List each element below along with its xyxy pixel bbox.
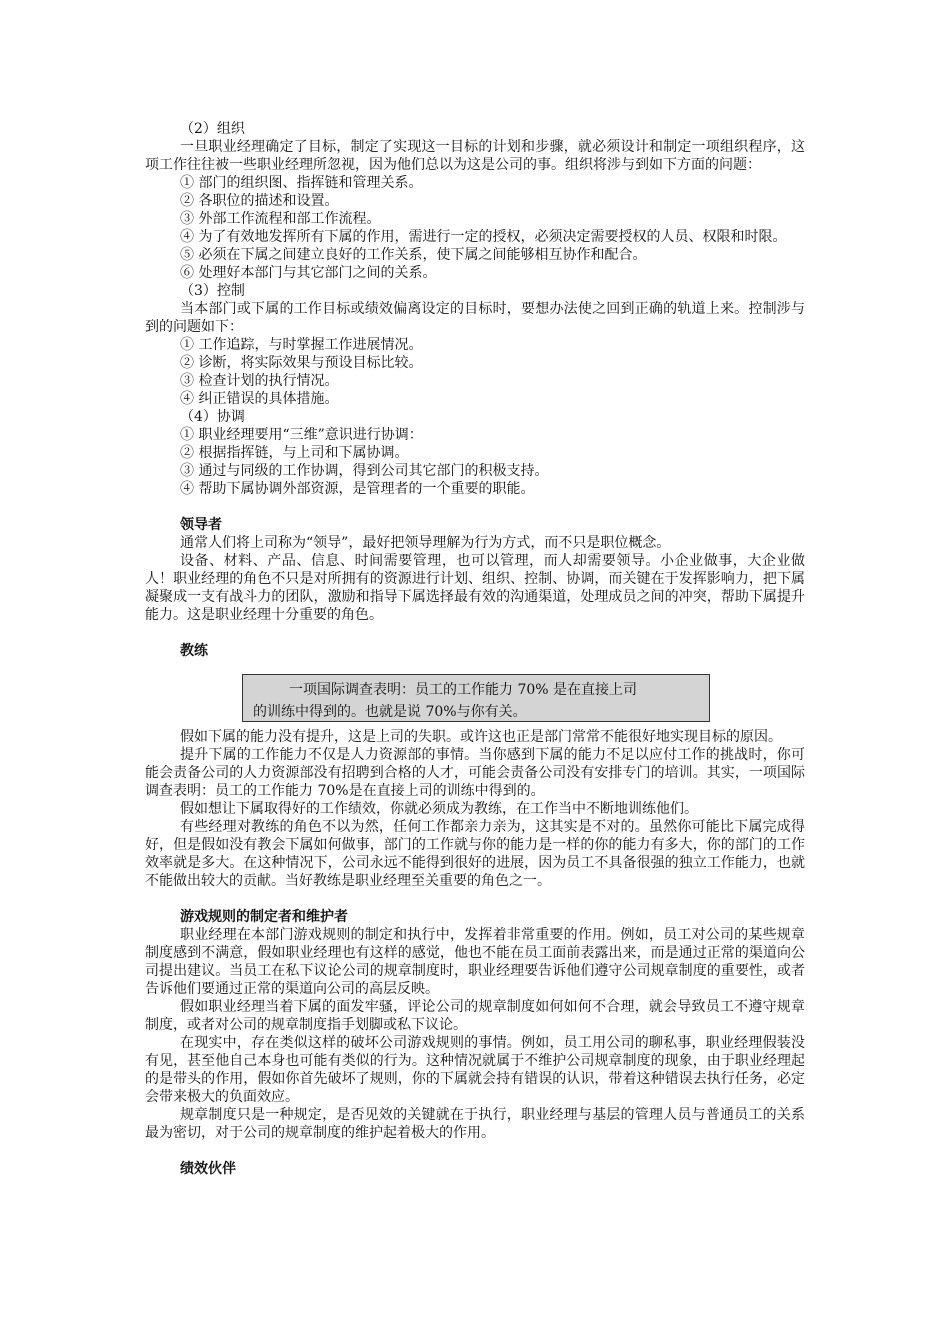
- section-leader-paragraph: 设备、材料、产品、信息、时间需要管理，也可以管理，而人却需要领导。小企业做事，大企业做人！职业经理的角色不只是对所拥有的资源进行计划、组织、控制、协调，而关键在于发挥影响力，把下属凝聚成一支有战斗力的团队，激励和指导下属选择最有效的沟通渠道，处理成员之间的冲突，帮助下属提升能力。这是职业经理十分重要的角色。: [145, 553, 805, 623]
- section-rules-heading: 游戏规则的制定者和维护者: [180, 909, 348, 925]
- section-coach-paragraph: 假如想让下属取得好的工作绩效，你就必须成为教练，在工作当中不断地训练他们。: [180, 801, 698, 817]
- list-item: ④ 为了有效地发挥所有下属的作用，需进行一定的授权，必须决定需要授权的人员、权限和时限。: [180, 229, 787, 245]
- list-item: ④ 纠正错误的具体措施。: [180, 391, 339, 407]
- section-control-title: （3）控制: [180, 283, 245, 299]
- section-coach-heading: 教练: [180, 643, 208, 659]
- section-rules-paragraph: 规章制度只是一种规定，是否见效的关键就在于执行，职业经理与基层的管理人员与普通员工的关系最为密切，对于公司的规章制度的维护起着极大的作用。: [145, 1107, 805, 1141]
- section-coordinate-title: （4）协调: [180, 409, 245, 425]
- section-rules-paragraph: 假如职业经理当着下属的面发牢骚，评论公司的规章制度如何如何不合理，就会导致员工不遵守规章制度，或者对公司的规章制度指手划脚或私下议论。: [145, 999, 805, 1033]
- list-item: ③ 外部工作流程和部工作流程。: [180, 211, 381, 227]
- list-item: ② 诊断，将实际效果与预设目标比较。: [180, 355, 423, 371]
- list-item: ③ 通过与同级的工作协调，得到公司其它部门的积极支持。: [180, 463, 549, 479]
- section-organize-paragraph: 一旦职业经理确定了目标，制定了实现这一目标的计划和步骤，就必须设计和制定一项组织程序，这项工作往往被一些职业经理所忽视，因为他们总以为这是公司的事。组织将涉与到如下方面的问题：: [145, 139, 805, 173]
- section-coach-paragraph: 有些经理对教练的角色不以为然，任何工作都亲力亲为，这其实是不对的。虽然你可能比下属完成得好，但是假如没有教会下属如何做事，部门的工作就与你的能力是一样的你的能力有多大，你的部门的工作效率就是多大。在这种情况下，公司永远不能得到很好的进展，因为员工不具备很强的独立工作能力，也就不能做出较大的贡献。当好教练是职业经理至关重要的角色之一。: [145, 819, 805, 889]
- list-item: ⑤ 必须在下属之间建立良好的工作关系，使下属之间能够相互协作和配合。: [180, 247, 647, 263]
- document-body: [145, 120, 805, 1178]
- section-leader-heading: 领导者: [180, 517, 222, 533]
- section-coach-paragraph: 提升下属的工作能力不仅是人力资源部的事情。当你感到下属的能力不足以应付工作的挑战时，你可能会责备公司的人力资源部没有招聘到合格的人才，可能会责备公司没有安排专门的培训。其实，一项国际调查表明：员工的工作能力 70%是在直接上司的训练中得到的。: [145, 747, 805, 799]
- callout-text-line: 的训练中得到的。也就是说 70%与你有关。: [253, 704, 527, 720]
- section-rules-paragraph: 职业经理在本部门游戏规则的制定和执行中，发挥着非常重要的作用。例如，员工对公司的某些规章制度感到不满意，假如职业经理也有这样的感觉，他也不能在员工面前表露出来，而是通过正常的渠道向公司提出建议。当员工在私下议论公司的规章制度时，职业经理要告诉他们遵守公司规章制度的重要性，或者告诉他们要通过正常的渠道向公司的高层反映。: [145, 927, 805, 997]
- list-item: ④ 帮助下属协调外部资源，是管理者的一个重要的职能。: [180, 481, 535, 497]
- section-coach-paragraph: 假如下属的能力没有提升，这是上司的失职。或许这也正是部门常常不能很好地实现目标的原因。: [180, 729, 782, 745]
- list-item: ② 各职位的描述和设置。: [180, 193, 339, 209]
- callout-box: [242, 674, 710, 722]
- section-organize-title: （2）组织: [180, 121, 245, 137]
- section-leader-paragraph: 通常人们将上司称为“领导”，最好把领导理解为行为方式，而不只是职位概念。: [180, 535, 671, 551]
- list-item: ① 工作追踪，与时掌握工作进展情况。: [180, 337, 423, 353]
- list-item: ② 根据指挥链，与上司和下属协调。: [180, 445, 409, 461]
- callout-text-line: 一项国际调查表明：员工的工作能力 70% 是在直接上司: [289, 682, 638, 698]
- section-partner-heading: 绩效伙伴: [180, 1161, 236, 1177]
- section-rules-paragraph: 在现实中，存在类似这样的破坏公司游戏规则的事情。例如，员工用公司的聊私事，职业经理假装没有见，甚至他自己本身也可能有类似的行为。这种情况就属于不维护公司规章制度的现象，由于职业经理起的是带头的作用，假如你首先破坏了规则，你的下属就会持有错误的认识，带着这种错误去执行任务，必定会带来极大的负面效应。: [145, 1035, 805, 1105]
- list-item: ① 部门的组织图、指挥链和管理关系。: [180, 175, 423, 191]
- section-control-paragraph: 当本部门或下属的工作目标或绩效偏离设定的目标时，要想办法使之回到正确的轨道上来。控制涉与到的问题如下：: [145, 301, 805, 335]
- list-item: ⑥ 处理好本部门与其它部门之间的关系。: [180, 265, 437, 281]
- list-item: ③ 检查计划的执行情况。: [180, 373, 339, 389]
- list-item: ① 职业经理要用“三维”意识进行协调：: [180, 427, 423, 443]
